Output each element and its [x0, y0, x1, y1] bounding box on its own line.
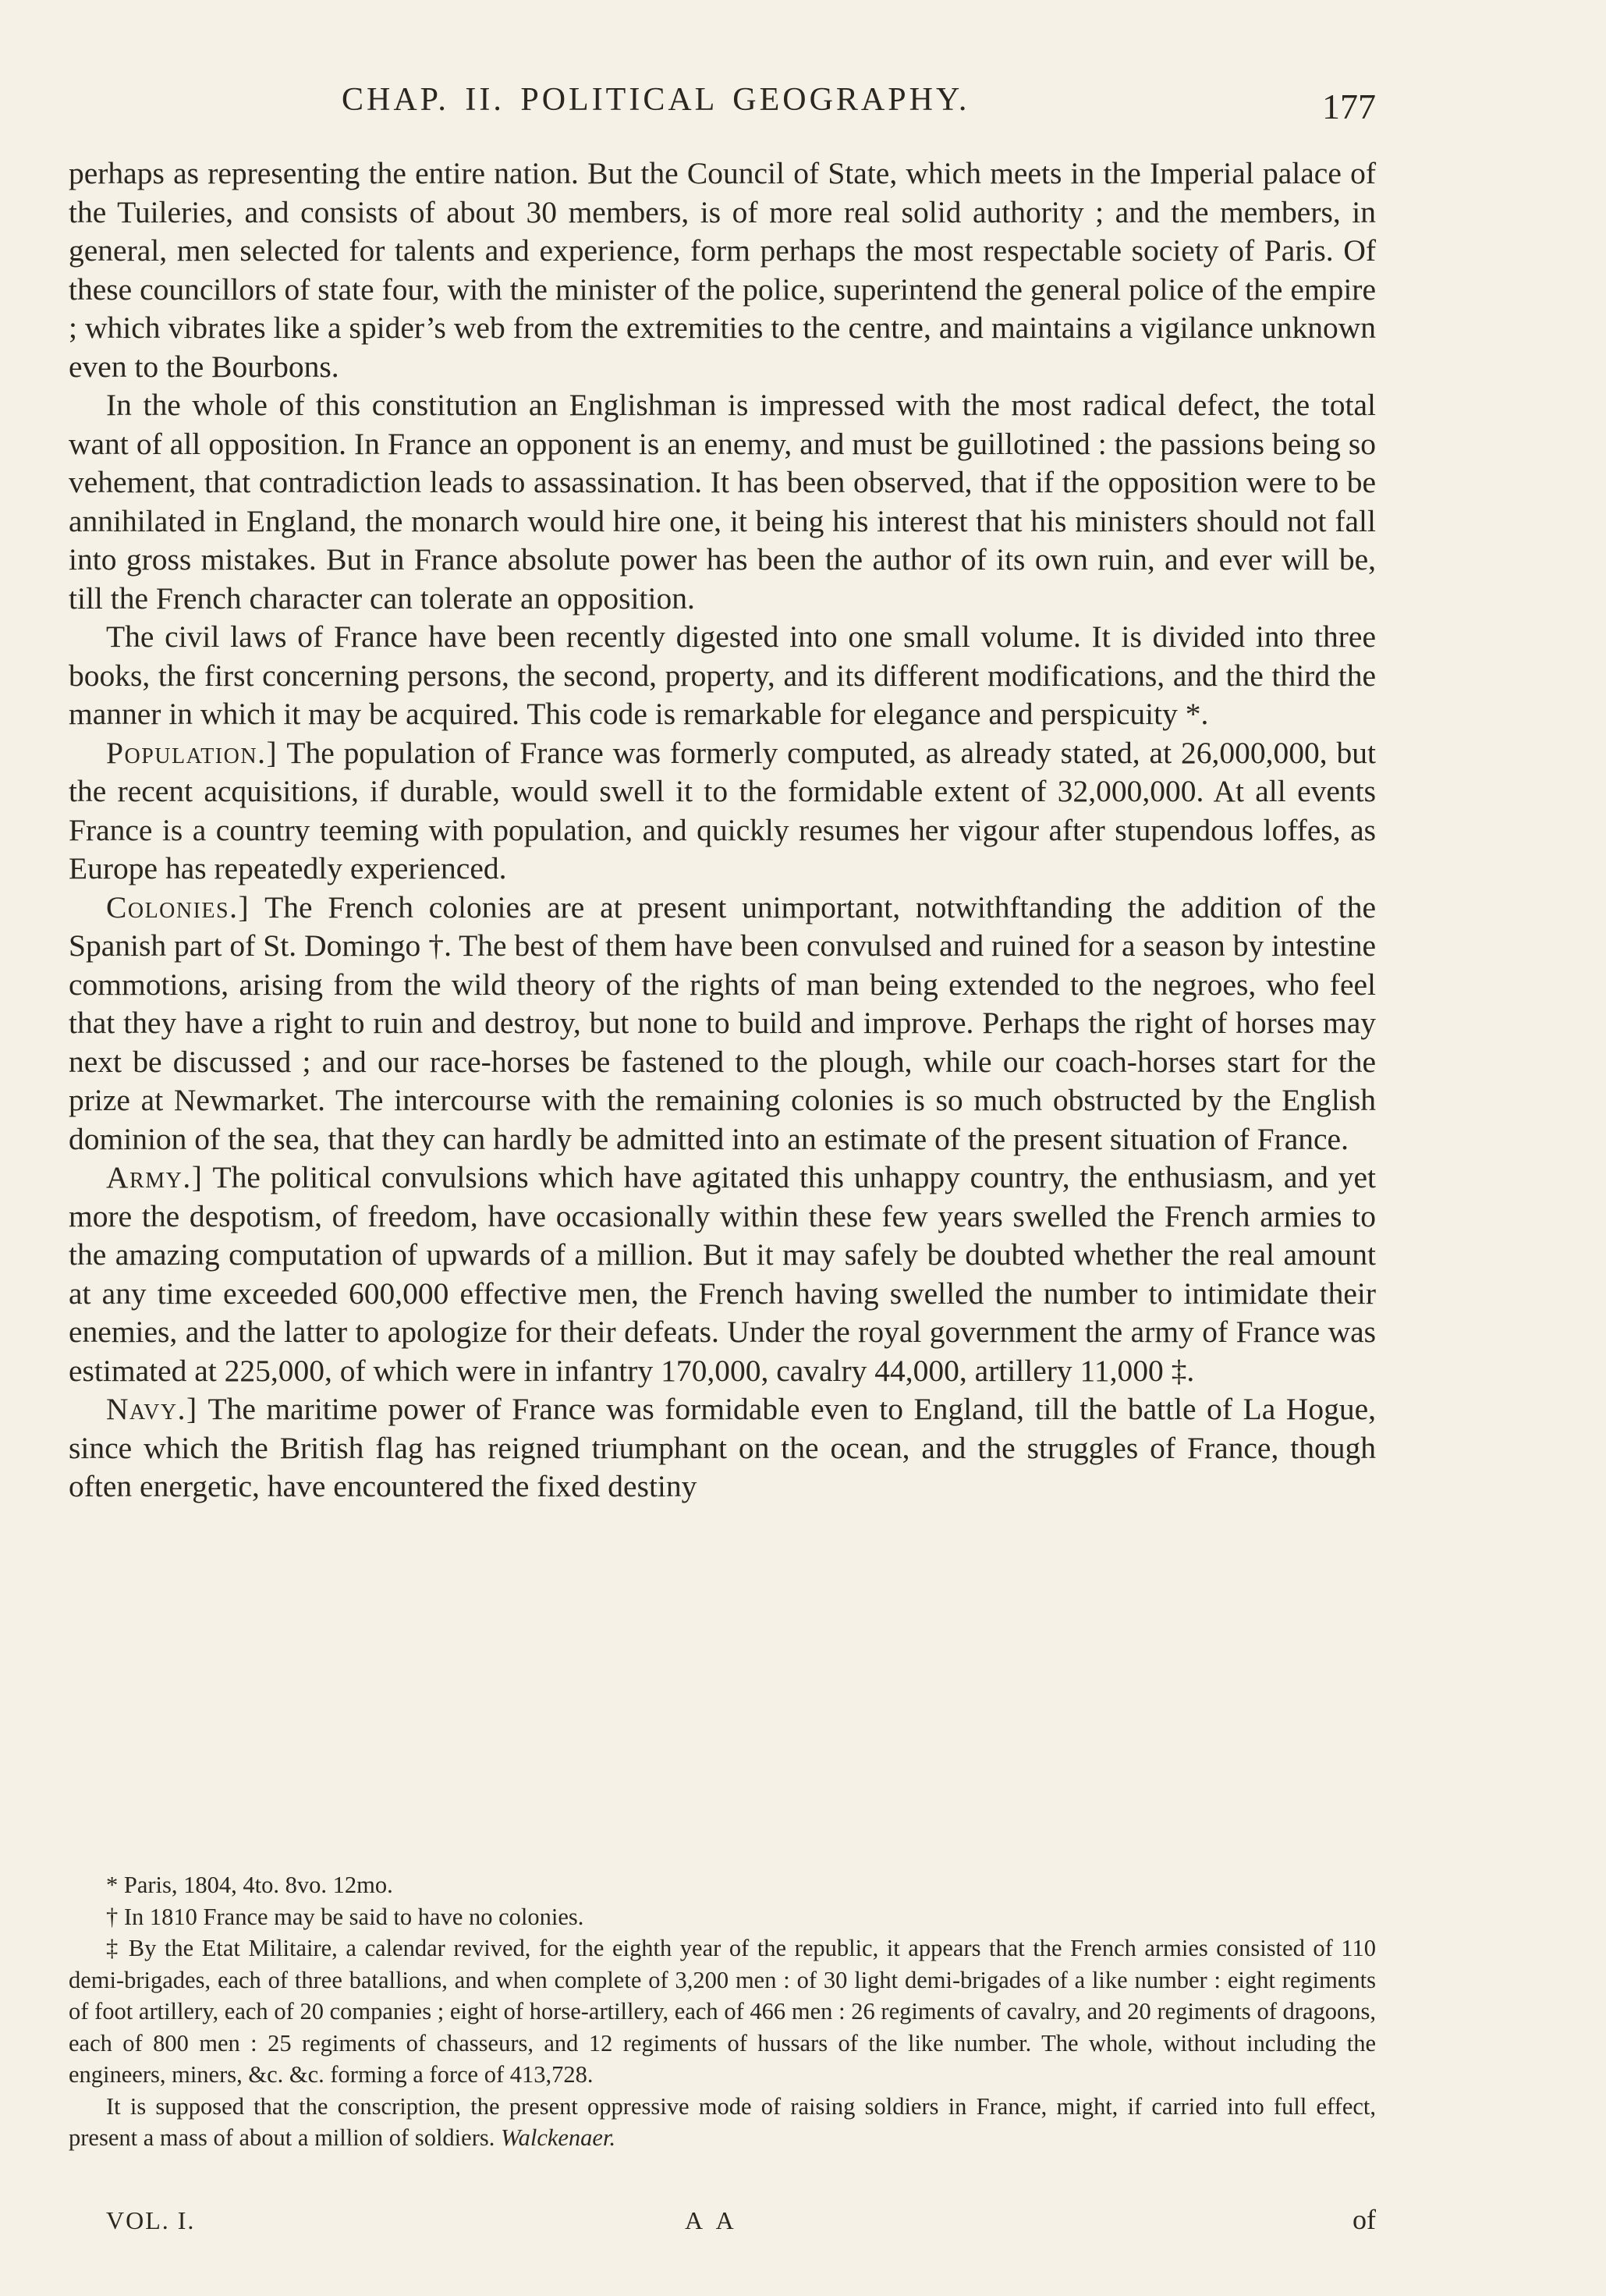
page-foot: [69, 2206, 1376, 2245]
paragraph-army: [69, 1159, 1376, 1390]
paragraph-text: perhaps as representing the entire nation. But the Council of State, which meets in the Imperial palace of the Tuileries, and consists of about 30 members, is of more real solid authority ; and the members, in general, men selected for talents and experience, form perhaps the most respectable society of Paris. Of these councillors of state four, with the minister of the police, superintend the general police of the empire ; which vibrates like a spider’s web from the extremities to the centre, and maintains a vigilance unknown even to the Bourbons.: [69, 156, 1376, 384]
paragraph-text: The political convulsions which have agitated this unhappy country, the enthusiasm, and yet more the despotism, of freedom, have occasionally within these few years swelled the French armies to the amazing computation of upwards of a million. But it may safely be doubted whether the real amount at any time exceeded 600,000 effective men, the French having swelled the number to intimidate their enemies, and the latter to apologize for their defeats. Under the royal government the army of France was estimated at 225,000, of which were in infantry 170,000, cavalry 44,000, artillery 11,000 ‡.: [69, 1160, 1376, 1388]
running-title: CHAP. II. POLITICAL GEOGRAPHY.: [342, 82, 970, 118]
paragraph-text: The maritime power of France was formidable even to England, till the battle of La Hogue, since which the British flag has reigned triumphant on the ocean, and the struggles of France, though often energetic, have encountered the fixed destiny: [69, 1392, 1376, 1503]
section-lead-population: Population.]: [106, 735, 278, 770]
paragraph-population: [69, 734, 1376, 889]
catchword: of: [1353, 2204, 1376, 2235]
footnote-conscription-text: It is supposed that the conscription, the present oppressive mode of raising soldiers in France, might, if carried into full effect, present a mass of about a million of soldiers.: [69, 2092, 1376, 2151]
paragraph-text: In the whole of this constitution an Englishman is impressed with the most radical defect, the total want of all opposition. In France an opponent is an enemy, and must be guillotined : the passions being so vehement, that contradiction leads to assassination. It has been observed, that if the opposition were to be annihilated in England, the monarch would hire one, it being his interest that his ministers should not fall into gross mistakes. But in France absolute power has been the author of its own ruin, and ever will be, till the French character can tolerate an opposition.: [69, 388, 1376, 616]
footnote-double-dagger: ‡ By the Etat Militaire, a calendar revived, for the eighth year of the republic, it appears that the French armies consisted of 110 demi-brigades, each of three batallions, and when complete of 3,200 men : of 30 light demi-brigades of a like number : eight regiments of foot artillery, each of 20 companies ; eight of horse-artillery, each of 466 men : 26 regiments of cavalry, and 20 regiments of dragoons, each of 800 men : 25 regiments of chasseurs, and 12 regiments of hussars of the like number. The whole, without including the engineers, miners, &c. &c. forming a force of 413,728.: [69, 1935, 1376, 2088]
body-text: [69, 154, 1376, 1506]
paragraph-navy: [69, 1390, 1376, 1506]
footnote-source: Walckenaer.: [500, 2124, 616, 2151]
footnotes: [69, 1869, 1376, 2154]
footnote-conscription: [69, 2091, 1376, 2154]
section-lead-army: Army.]: [106, 1160, 204, 1194]
footnote-dagger: † In 1810 France may be said to have no colonies.: [106, 1903, 584, 1930]
paragraph-council-of-state: [69, 154, 1376, 386]
section-lead-navy: Navy.]: [106, 1392, 198, 1426]
paragraph-colonies: [69, 889, 1376, 1159]
paragraph-text: The population of France was formerly computed, as already stated, at 26,000,000, but the recent acquisitions, if durable, would swell it to the formidable extent of 32,000,000. At all events France is a country teeming with population, and quickly resumes her vigour after stupendous loffes, as Europe has repeatedly experienced.: [69, 735, 1376, 885]
paragraph-text: The French colonies are at present unimportant, notwithftanding the addition of the Spanish part of St. Domingo †. The best of them have been convulsed and ruined for a season by intestine commotions, arising from the wild theory of the rights of man being extended to the negroes, who feel that they have a right to ruin and destroy, but none to build and improve. Perhaps the right of horses may next be discussed ; and our race-horses be fastened to the plough, while our coach-horses start for the prize at Newmarket. The intercourse with the remaining colonies is so much obstructed by the English dominion of the sea, that they can hardly be admitted into an estimate of the present situation of France.: [69, 889, 1376, 1156]
signature-mark: A A: [685, 2206, 739, 2234]
paragraph-text: The civil laws of France have been recently digested into one small volume. It is divided into three books, the first concerning persons, the second, property, and its different modifications, and the third the manner in which it may be acquired. This code is remarkable for elegance and perspicuity *.: [69, 619, 1376, 731]
paragraph-civil-laws: [69, 618, 1376, 734]
paragraph-constitution: [69, 386, 1376, 618]
section-lead-colonies: Colonies.]: [106, 889, 250, 924]
volume-mark: VOL. I.: [106, 2206, 196, 2234]
footnote-star: * Paris, 1804, 4to. 8vo. 12mo.: [106, 1872, 393, 1898]
running-head: [69, 81, 1376, 128]
document-page: [69, 0, 1376, 2296]
page-number: 177: [1322, 87, 1376, 126]
